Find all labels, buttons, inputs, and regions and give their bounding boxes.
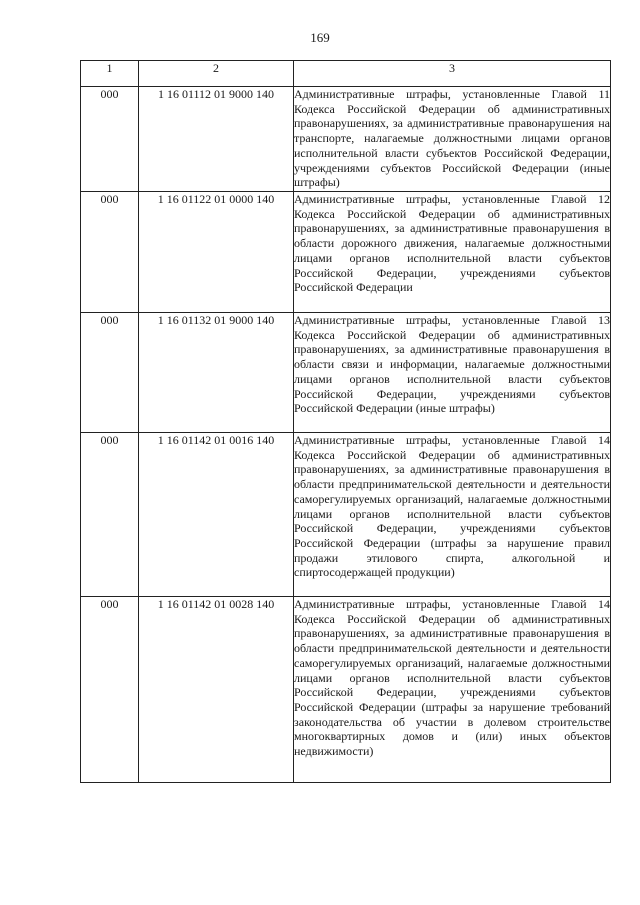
column-header-1: 1: [81, 61, 139, 87]
table-header-row: [81, 61, 611, 87]
description-cell: Административные штрафы, установленные Главой 14 Кодекса Российской Федерации об административных правонарушениях, за административные правонарушения в области предпринимательской деятельности и деятельности саморегулируемых организаций, налагаемые должностными лицами органов исполнительной власти субъектов Российской Федерации, учреждениями субъектов Российской Федерации (штрафы за нарушение требований законодательства об участии в долевом строительстве многоквартирных домов и (или) иных объектов недвижимости): [294, 597, 611, 783]
administrator-code-cell: 000: [81, 313, 139, 433]
budget-code-table: [80, 60, 611, 783]
column-header-2: 2: [139, 61, 294, 87]
table-row: [81, 87, 611, 192]
description-cell: Административные штрафы, установленные Главой 12 Кодекса Российской Федерации об административных правонарушениях, за административные правонарушения в области дорожного движения, налагаемые должностными лицами органов исполнительной власти субъектов Российской Федерации, учреждениями субъектов Российской Федерации: [294, 192, 611, 313]
administrator-code-cell: 000: [81, 597, 139, 783]
budget-code-cell: 1 16 01122 01 0000 140: [139, 192, 294, 313]
budget-code-cell: 1 16 01112 01 9000 140: [139, 87, 294, 192]
budget-code-cell: 1 16 01132 01 9000 140: [139, 313, 294, 433]
budget-code-cell: 1 16 01142 01 0028 140: [139, 597, 294, 783]
column-header-3: 3: [294, 61, 611, 87]
administrator-code-cell: 000: [81, 192, 139, 313]
budget-code-cell: 1 16 01142 01 0016 140: [139, 433, 294, 597]
administrator-code-cell: 000: [81, 433, 139, 597]
table-row: [81, 192, 611, 313]
description-cell: Административные штрафы, установленные Главой 13 Кодекса Российской Федерации об административных правонарушениях, за административные правонарушения в области связи и информации, налагаемые должностными лицами органов исполнительной власти субъектов Российской Федерации, учреждениями субъектов Российской Федерации (иные штрафы): [294, 313, 611, 433]
administrator-code-cell: 000: [81, 87, 139, 192]
table-row: [81, 597, 611, 783]
page-number: 169: [310, 30, 330, 45]
description-cell: Административные штрафы, установленные Главой 14 Кодекса Российской Федерации об административных правонарушениях, за административные правонарушения в области предпринимательской деятельности и деятельности саморегулируемых организаций, налагаемые должностными лицами органов исполнительной власти субъектов Российской Федерации, учреждениями субъектов Российской Федерации (штрафы за нарушение правил продажи этилового спирта, алкогольной и спиртосодержащей продукции): [294, 433, 611, 597]
table-row: [81, 433, 611, 597]
description-cell: Административные штрафы, установленные Главой 11 Кодекса Российской Федерации об административных правонарушениях, за административные правонарушения на транспорте, налагаемые должностными лицами органов исполнительной власти субъектов Российской Федерации, учреждениями субъектов Российской Федерации (иные штрафы): [294, 87, 611, 192]
table-row: [81, 313, 611, 433]
